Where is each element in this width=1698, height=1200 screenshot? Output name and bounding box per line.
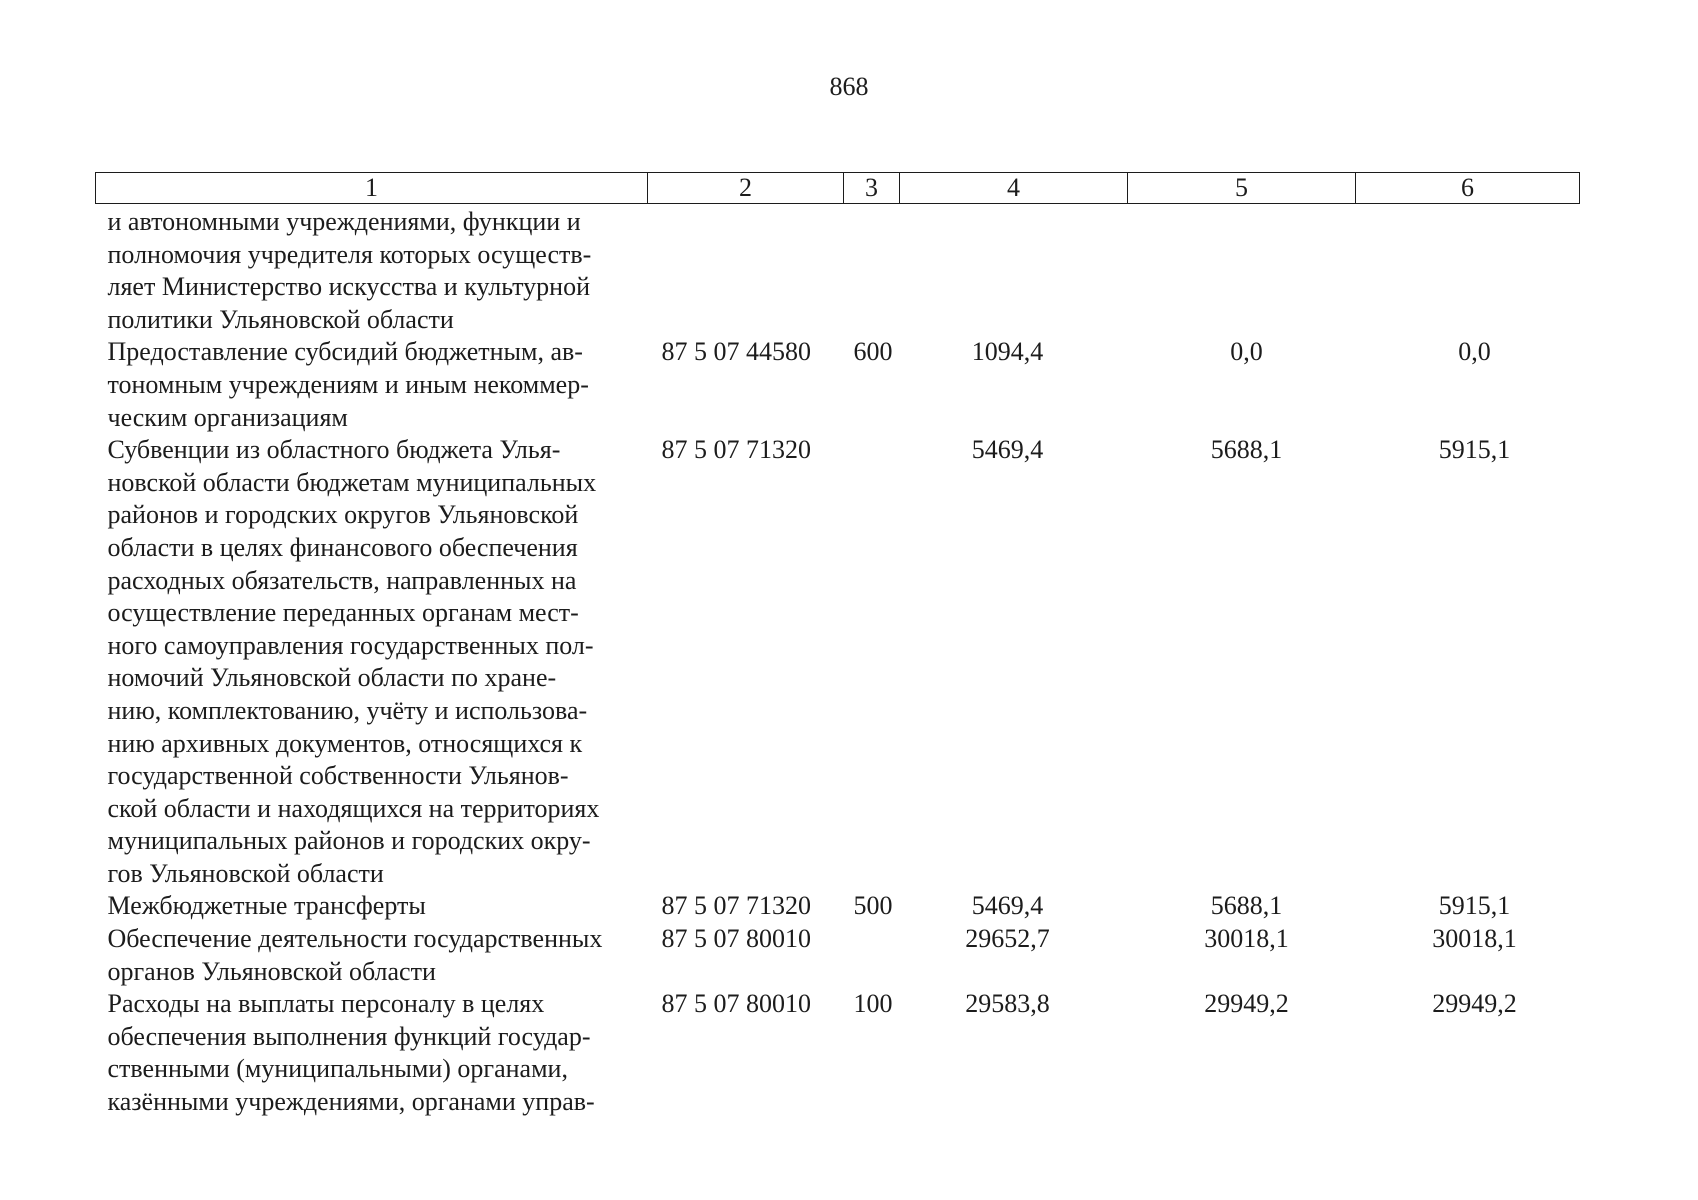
description-line: ской области и находящихся на территориях <box>107 793 600 823</box>
description-line: осуществление переданных органам мест- <box>107 598 579 628</box>
row-description <box>96 434 648 890</box>
description-line: Обеспечение деятельности государственных <box>107 924 603 954</box>
row-description <box>96 204 648 337</box>
description-line: государственной собственности Ульянов- <box>107 761 569 791</box>
row-code: 87 5 07 80010 <box>661 924 811 954</box>
budget-table-container <box>95 172 1579 1119</box>
description-line: расходных обязательств, направленных на <box>107 565 577 595</box>
description-line: гов Ульяновской области <box>107 858 384 888</box>
description-line: новской области бюджетам муниципальных <box>107 467 597 497</box>
budget-table <box>95 172 1580 1119</box>
description-line: ственными (муниципальными) органами, <box>107 1054 568 1084</box>
description-line: нию архивных документов, относящихся к <box>107 728 583 758</box>
row-code: 87 5 07 71320 <box>661 435 811 465</box>
description-line: номочий Ульяновской области по хране- <box>107 663 557 693</box>
description-line: Расходы на выплаты персоналу в целях <box>107 989 545 1019</box>
table-body <box>96 204 1580 1119</box>
row-value-col5 <box>1128 204 1356 337</box>
row-value-col4: 1094,4 <box>971 337 1044 367</box>
row-value-col5: 29949,2 <box>1204 989 1289 1019</box>
description-line: обеспечения выполнения функций государ- <box>107 1021 591 1051</box>
description-line: казёнными учреждениями, органами управ- <box>107 1087 595 1117</box>
row-expense-type <box>844 434 900 890</box>
row-code: 87 5 07 71320 <box>661 891 811 921</box>
table-row <box>96 336 1580 434</box>
row-value-col4: 5469,4 <box>971 435 1044 465</box>
row-value-col4: 29652,7 <box>965 924 1050 954</box>
row-description <box>96 336 648 434</box>
description-line: политики Ульяновской области <box>107 304 454 334</box>
table-row <box>96 988 1580 1118</box>
row-description <box>96 988 648 1118</box>
row-description <box>96 923 648 988</box>
row-code: 87 5 07 44580 <box>661 337 811 367</box>
description-line: Межбюджетные трансферты <box>107 891 426 921</box>
description-line: муниципальных районов и городских окру- <box>107 826 591 856</box>
table-row <box>96 923 1580 988</box>
table-row <box>96 204 1580 337</box>
row-expense-type: 500 <box>853 891 893 921</box>
row-expense-type: 100 <box>853 989 893 1019</box>
column-header: 3 <box>844 173 900 204</box>
description-line: ляет Министерство искусства и культурной <box>107 272 590 302</box>
row-value-col6: 5915,1 <box>1438 435 1511 465</box>
description-line: области в целях финансового обеспечения <box>107 532 578 562</box>
description-line: и автономными учреждениями, функции и <box>107 207 581 236</box>
column-header: 2 <box>648 173 844 204</box>
table-header <box>96 173 1580 204</box>
row-description <box>96 890 648 923</box>
column-header: 4 <box>900 173 1128 204</box>
table-row <box>96 890 1580 923</box>
description-line: тономным учреждениям и иным некоммер- <box>107 369 589 399</box>
row-value-col4 <box>900 204 1128 337</box>
row-value-col6: 29949,2 <box>1432 989 1517 1019</box>
row-expense-type: 600 <box>853 337 893 367</box>
description-line: Субвенции из областного бюджета Улья- <box>107 435 561 465</box>
table-row <box>96 434 1580 890</box>
page-number: 868 <box>829 72 869 101</box>
description-line: ческим организациям <box>107 402 348 432</box>
row-value-col5: 5688,1 <box>1210 435 1283 465</box>
row-value-col5: 0,0 <box>1230 337 1263 367</box>
description-line: нию, комплектованию, учёту и использова- <box>107 695 588 725</box>
column-header: 6 <box>1356 173 1580 204</box>
row-value-col6: 30018,1 <box>1432 924 1517 954</box>
row-value-col5: 5688,1 <box>1210 891 1283 921</box>
description-line: районов и городских округов Ульяновской <box>107 500 579 530</box>
description-line: полномочия учредителя которых осуществ- <box>107 239 592 269</box>
description-line: органов Ульяновской области <box>107 956 436 986</box>
row-value-col4: 29583,8 <box>965 989 1050 1019</box>
column-number-row <box>96 173 1580 204</box>
row-code: 87 5 07 80010 <box>661 989 811 1019</box>
row-expense-type <box>844 923 900 988</box>
row-value-col5: 30018,1 <box>1204 924 1289 954</box>
row-value-col6: 5915,1 <box>1438 891 1511 921</box>
row-value-col4: 5469,4 <box>971 891 1044 921</box>
row-value-col6 <box>1356 204 1580 337</box>
row-expense-type <box>844 204 900 337</box>
description-line: Предоставление субсидий бюджетным, ав- <box>107 337 583 367</box>
row-value-col6: 0,0 <box>1458 337 1491 367</box>
description-line: ного самоуправления государственных пол- <box>107 630 594 660</box>
column-header: 5 <box>1128 173 1356 204</box>
row-code <box>648 204 844 337</box>
column-header: 1 <box>96 173 648 204</box>
